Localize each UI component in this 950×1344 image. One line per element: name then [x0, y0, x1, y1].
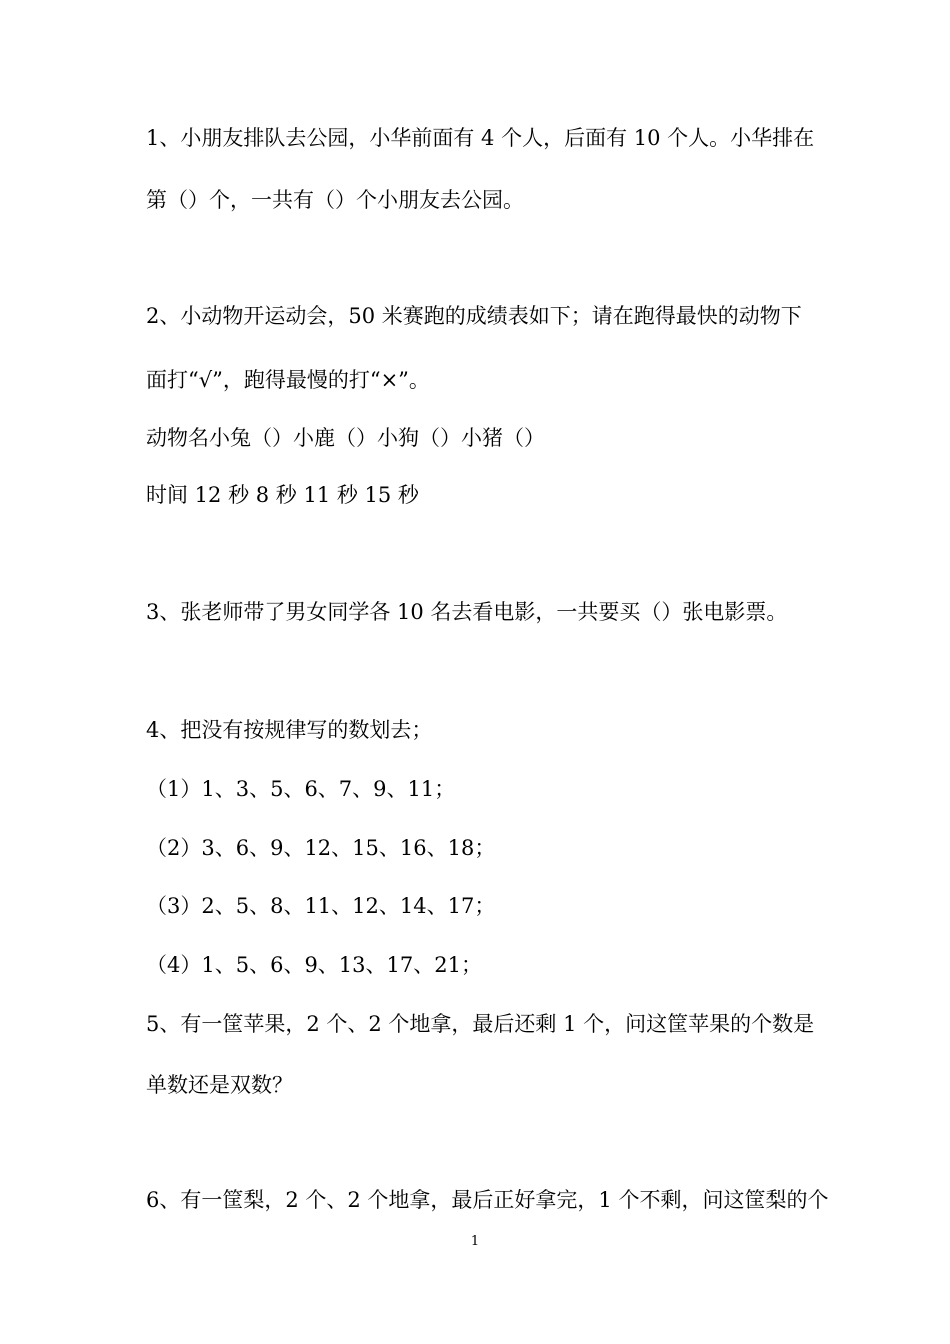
q3-line: 3、张老师带了男女同学各 10 名去看电影，一共要买（）张电影票。: [146, 600, 788, 624]
q5-line-2: 单数还是双数？: [146, 1073, 293, 1097]
q4-heading: 4、把没有按规律写的数划去；: [146, 718, 433, 742]
q4-item-1: （1）1、3、5、6、7、9、11；: [146, 777, 456, 801]
q1-line-1: 1、小朋友排队去公园，小华前面有 4 个人，后面有 10 个人。小华排在: [146, 126, 815, 150]
q6-line-1: 6、有一筐梨，2 个、2 个地拿，最后正好拿完，1 个不剩，问这筐梨的个: [146, 1188, 829, 1212]
q2-times: 时间 12 秒 8 秒 11 秒 15 秒: [146, 483, 419, 507]
q2-line-1: 2、小动物开运动会，50 米赛跑的成绩表如下；请在跑得最快的动物下: [146, 304, 802, 328]
q2-line-2: 面打“√”，跑得最慢的打“×”。: [146, 368, 430, 392]
q4-item-4: （4）1、5、6、9、13、17、21；: [146, 953, 482, 977]
q4-item-2: （2）3、6、9、12、15、16、18；: [146, 836, 496, 860]
q4-item-3: （3）2、5、8、11、12、14、17；: [146, 894, 496, 918]
q2-animal-names: 动物名小兔（）小鹿（）小狗（）小猪（）: [146, 426, 545, 450]
q5-line-1: 5、有一筐苹果，2 个、2 个地拿，最后还剩 1 个，问这筐苹果的个数是: [146, 1012, 815, 1036]
q1-line-2: 第（）个，一共有（）个小朋友去公园。: [146, 188, 524, 212]
page-number: 1: [470, 1234, 480, 1249]
